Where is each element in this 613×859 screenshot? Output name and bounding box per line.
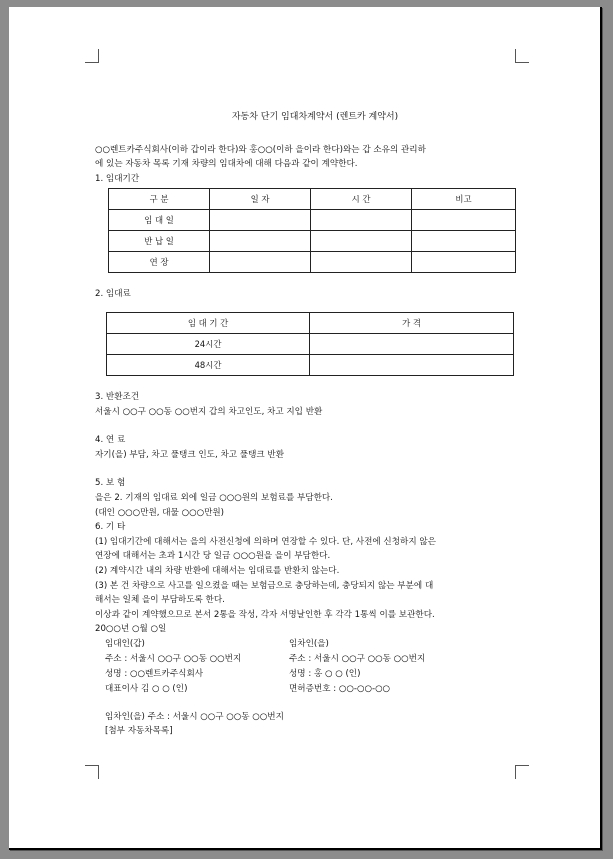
row-label: 24시간 [107,333,310,354]
table-cell [311,210,412,231]
section-text: (대인 ○○○만원, 대물 ○○○만원) [95,507,225,518]
row-label: 연 장 [109,252,210,273]
document-title: 자동차 단기 임대차계약서 (렌트카 계약서) [231,112,399,122]
table-cell [311,231,412,252]
row-label: 48시간 [107,354,310,375]
lessee-license: 면허증번호 : ○○-○○-○○ [289,683,391,694]
section-heading-insurance: 5. 보 험 [95,478,126,489]
document-body [95,110,535,739]
section-text: 을은 2. 기재의 임대료 외에 일금 ○○○원의 보험료를 부담한다. [95,492,333,503]
section-text: 자기(을) 부담, 차고 풀탱크 인도, 차고 풀탱크 반환 [95,449,285,460]
table-header-row [107,312,514,333]
table-cell [412,252,516,273]
attachment-note: [첨부 자동차목록] [105,726,173,737]
section-text: 연장에 대해서는 초과 1시간 당 일금 ○○○원을 을이 부담한다. [95,551,331,562]
section-heading-fuel: 4. 연 료 [95,435,126,446]
table-row [109,210,516,231]
lessor-label: 임대인(갑) [105,638,145,649]
header-cell: 시 간 [311,189,412,210]
table-row [107,333,514,354]
section-text: 해서는 일체 을이 부담하도록 한다. [95,595,225,606]
intro-line: ○○렌트카주식회사(이하 갑이라 한다)와 홍○○(이하 을이라 한다)와는 갑 소유의 관리하 [95,144,426,155]
intro-line: 에 있는 자동차 목록 기재 차량의 임대차에 대해 다음과 같이 계약한다. [95,159,358,170]
lessor-representative: 대표이사 김 ○ ○ (인) [105,683,188,694]
section-heading-rental-period: 1. 임대기간 [95,173,140,184]
header-cell: 가 격 [310,312,514,333]
section-heading-return: 3. 반환조건 [95,391,140,402]
header-cell: 일 자 [210,189,311,210]
rental-period-table [108,188,516,273]
contract-date: 20○○년 ○월 ○일 [95,624,167,635]
table-cell [210,231,311,252]
lessee-name: 성명 : 홍 ○ ○ (인) [289,668,361,679]
signature-block [95,637,535,710]
section-text: 이상과 같이 계약했으므로 본서 2통을 작성, 각자 서명날인한 후 각각 1통씩 이를 보관한다. [95,609,435,620]
lessor-name: 성명 : ○○렌트카주식회사 [105,668,204,679]
crop-mark-top-right [515,49,529,63]
table-cell [311,252,412,273]
header-cell: 구 분 [109,189,210,210]
table-cell [310,354,514,375]
lessor-address: 주소 : 서울시 ○○구 ○○동 ○○번지 [105,653,242,664]
lessee-label: 임차인(을) [289,638,329,649]
section-text: (2) 계약시간 내의 차량 반환에 대해서는 임대료를 반환치 않는다. [95,565,340,576]
header-cell: 비고 [412,189,516,210]
document-page [9,7,602,850]
table-cell [412,231,516,252]
section-text: 서울시 ○○구 ○○동 ○○번지 갑의 차고인도, 차고 지입 반환 [95,406,323,417]
crop-mark-top-left [85,49,99,63]
table-row [109,252,516,273]
crop-mark-bottom-left [85,765,99,779]
header-cell: 임 대 기 간 [107,312,310,333]
row-label: 반 납 일 [109,231,210,252]
table-cell [412,210,516,231]
table-cell [310,333,514,354]
table-cell [210,252,311,273]
agent-address: 임차인(을) 주소 : 서울시 ○○구 ○○동 ○○번지 [105,711,284,722]
crop-mark-bottom-right [515,765,529,779]
table-cell [210,210,311,231]
section-text: (3) 본 건 차량으로 사고를 일으켰을 때는 보험금으로 충당하는데, 충당되지 않는 부분에 대 [95,580,434,591]
table-row [107,354,514,375]
section-heading-other: 6. 기 타 [95,522,126,533]
table-row [109,231,516,252]
section-text: (1) 임대기간에 대해서는 을의 사전신청에 의하며 연장할 수 있다. 단, 사전에 신청하지 않은 [95,536,436,547]
row-label: 임 대 일 [109,210,210,231]
section-heading-rental-fee: 2. 임대료 [95,289,131,300]
lessee-address: 주소 : 서울시 ○○구 ○○동 ○○번지 [289,653,426,664]
rental-fee-table [106,312,514,376]
table-header-row [109,189,516,210]
